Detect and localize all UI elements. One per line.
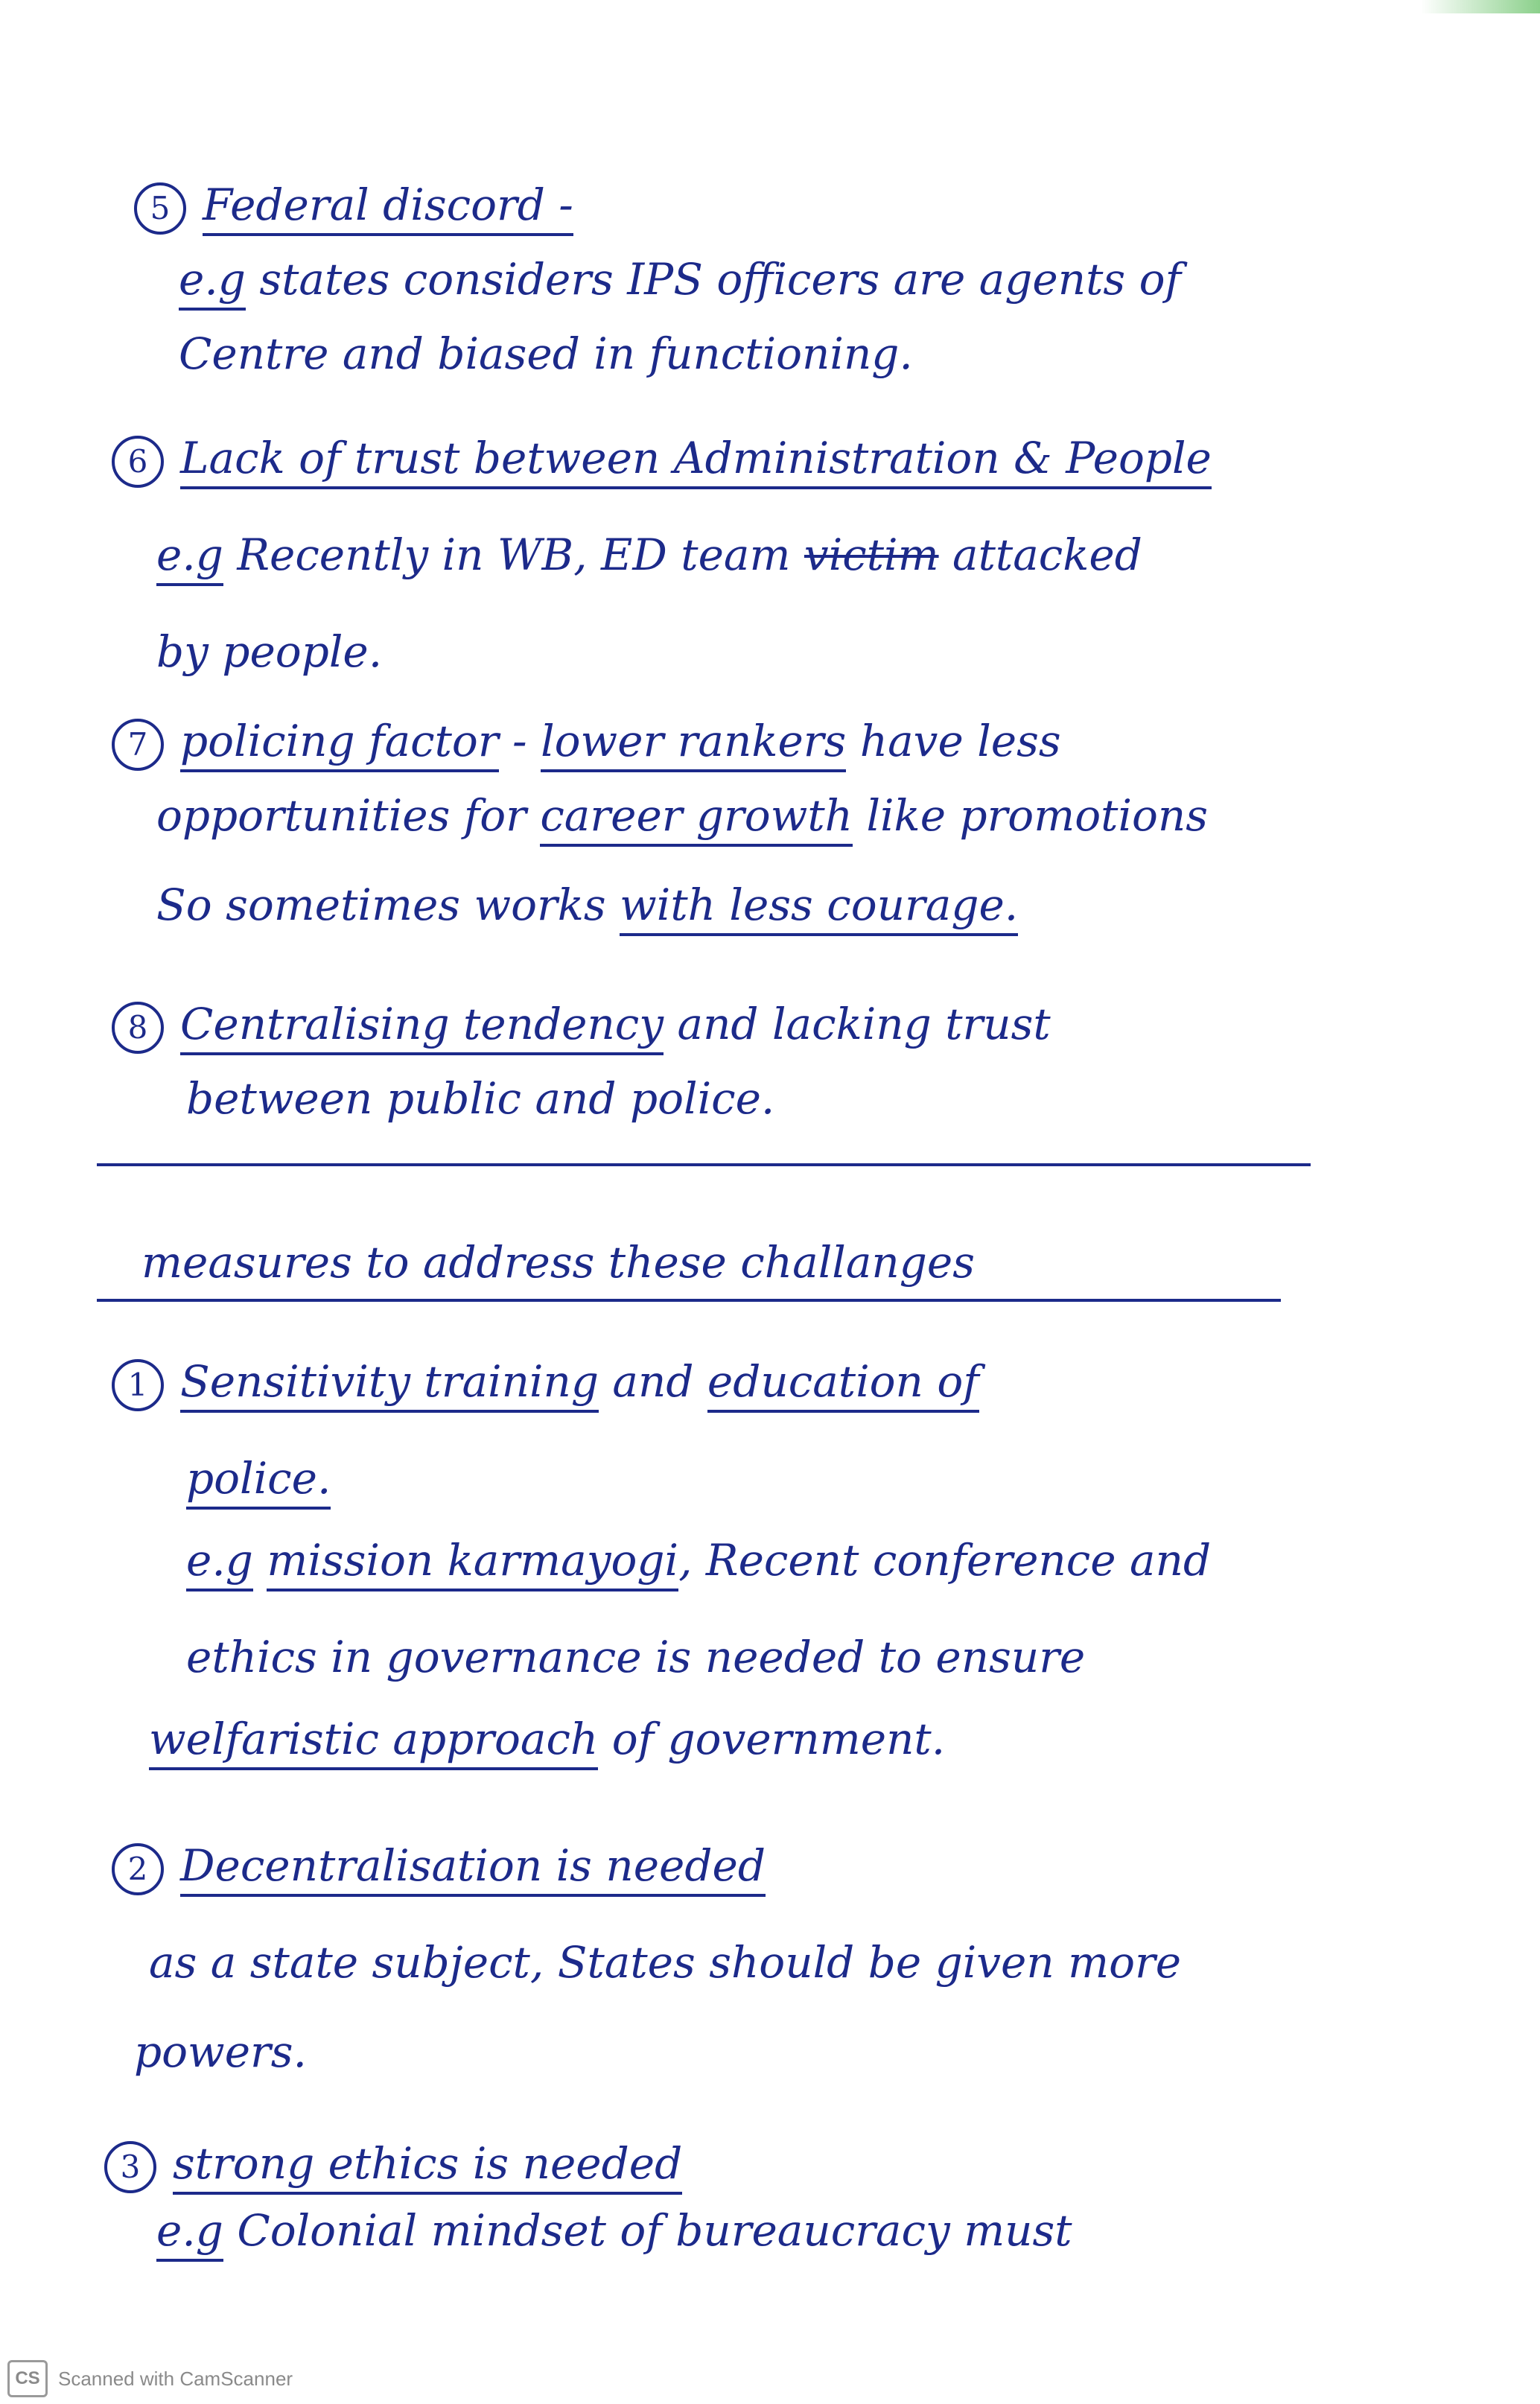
note-line: [112, 715, 1061, 771]
note-text: Recently in WB, ED team: [223, 530, 804, 580]
note-text: measures to address these challanges: [141, 1237, 975, 1288]
note-text: e.g: [186, 1535, 253, 1591]
point-number: 1: [112, 1359, 164, 1411]
note-text: Decentralisation is needed: [180, 1840, 766, 1897]
camscanner-logo: CS: [7, 2360, 48, 2397]
note-text: mission karmayogi: [267, 1535, 678, 1591]
note-text: Centralising tendency: [180, 999, 664, 1055]
note-text: Sensitivity training: [180, 1356, 599, 1413]
point-number: 8: [112, 1002, 164, 1054]
point-number: 3: [104, 2141, 156, 2193]
note-text: e.g: [179, 254, 246, 311]
note-line: [179, 328, 913, 380]
note-text: and lacking trust: [664, 999, 1051, 1049]
divider-top: [97, 1163, 1311, 1166]
note-line: [186, 1534, 1211, 1586]
note-line: [112, 432, 1212, 488]
note-line: [186, 1452, 331, 1504]
footer-text: Scanned with CamScanner: [58, 2367, 293, 2390]
note-text: Federal discord -: [203, 179, 573, 236]
note-text: ethics in governance is needed to ensure: [186, 1632, 1086, 1682]
note-text: , Recent conference and: [678, 1535, 1212, 1586]
note-text: Colonial mindset of bureaucracy must: [223, 2205, 1072, 2256]
note-text: attacked: [938, 530, 1142, 580]
note-text: Centre and biased in functioning.: [179, 328, 913, 379]
note-text: states considers IPS officers are agents of: [245, 254, 1182, 305]
note-text: e.g: [156, 2205, 223, 2262]
point-number: 7: [112, 719, 164, 771]
note-text: have less: [846, 716, 1061, 766]
note-text: -: [498, 716, 541, 766]
note-line: [156, 789, 1208, 842]
note-text: and: [598, 1356, 707, 1407]
note-line: [156, 626, 382, 678]
note-text: victim: [804, 530, 939, 580]
note-text: So sometimes works: [156, 880, 620, 930]
note-line: [179, 253, 1181, 305]
note-text: powers.: [134, 2026, 307, 2077]
note-text: as a state subject, States should be given more: [149, 1937, 1182, 1988]
note-line: [112, 998, 1051, 1054]
note-line: [149, 1713, 945, 1765]
note-line: [156, 879, 1018, 931]
note-line: [112, 1839, 766, 1895]
note-text: education of: [707, 1356, 979, 1413]
footer-watermark: [7, 2359, 293, 2398]
note-line: [104, 2137, 682, 2193]
note-text: like promotions: [853, 790, 1209, 841]
point-number: 6: [112, 436, 164, 488]
note-text: welfaristic approach: [149, 1714, 598, 1770]
note-text: of government.: [598, 1714, 946, 1764]
note-line: [134, 2026, 307, 2078]
note-text: police.: [186, 1453, 331, 1510]
note-line: [134, 179, 573, 235]
note-text: opportunities for: [156, 790, 541, 841]
corner-scan-artifact: [1421, 0, 1540, 13]
note-text: Lack of trust between Administration & People: [180, 433, 1212, 489]
note-line: [156, 2204, 1072, 2257]
note-line: [141, 1236, 975, 1288]
note-text: lower rankers: [541, 716, 846, 772]
note-text: [253, 1535, 267, 1586]
note-text: by people.: [156, 626, 383, 677]
note-line: [149, 1936, 1181, 1988]
note-text: career growth: [540, 790, 853, 847]
note-line: [186, 1072, 774, 1125]
point-number: 2: [112, 1843, 164, 1895]
note-text: between public and police.: [186, 1073, 775, 1124]
note-text: e.g: [156, 530, 223, 586]
note-line: [156, 529, 1142, 581]
note-text: policing factor: [180, 716, 499, 772]
note-text: strong ethics is needed: [173, 2138, 682, 2195]
note-line: [186, 1631, 1085, 1683]
note-line: [112, 1355, 979, 1411]
point-number: 5: [134, 182, 186, 235]
divider-bottom: [97, 1299, 1281, 1302]
note-text: with less courage.: [620, 880, 1018, 936]
